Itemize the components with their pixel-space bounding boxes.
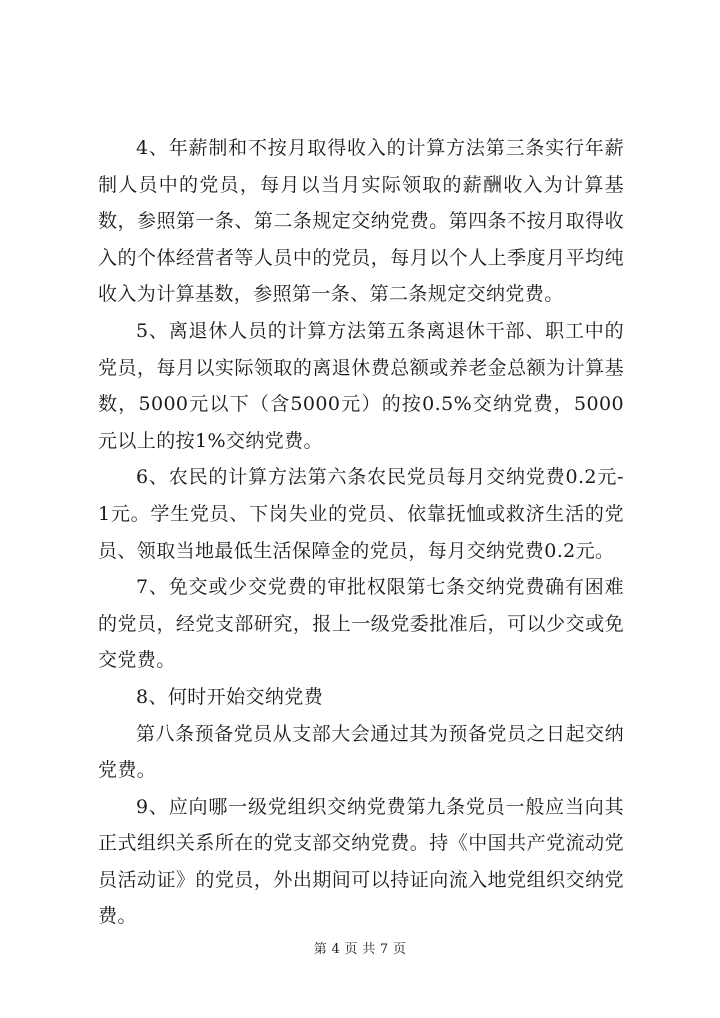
paragraph-farmers: 6、农民的计算方法第六条农民党员每月交纳党费0.2元-1元。学生党员、下岗失业的党员、依靠抚恤或救济生活的党员、领取当地最低生活保障金的党员，每月交纳党费0.2元。 [98,466,624,562]
document-body [98,130,624,935]
paragraph-heading-start-time: 8、何时开始交纳党费 [136,685,324,708]
paragraph-which-organization: 9、应向哪一级党组织交纳党费第九条党员一般应当向其正式组织关系所在的党支部交纳党费。持《中国共产党流动党员活动证》的党员，外出期间可以持证向流入地党组织交纳党费。 [98,795,624,928]
paragraph-retirees: 5、离退休人员的计算方法第五条离退休干部、职工中的党员，每月以实际领取的离退休费总额或养老金总额为计算基数，5000元以下（含5000元）的按0.5%交纳党费，5000元以上的按1%交纳党费。 [98,319,624,452]
paragraph-annual-salary: 4、年薪制和不按月取得收入的计算方法第三条实行年薪制人员中的党员，每月以当月实际领取的薪酬收入为计算基数，参照第一条、第二条规定交纳党费。第四条不按月取得收入的个体经营者等人员中的党员，每月以个人上季度月平均纯收入为计算基数，参照第一条、第二条规定交纳党费。 [98,137,624,306]
paragraph-exemption: 7、免交或少交党费的审批权限第七条交纳党费确有困难的党员，经党支部研究，报上一级党委批准后，可以少交或免交党费。 [98,576,624,672]
page-number-footer: 第 4 页 共 7 页 [313,942,407,957]
paragraph-probationary-members: 第八条预备党员从支部大会通过其为预备党员之日起交纳党费。 [98,722,624,782]
